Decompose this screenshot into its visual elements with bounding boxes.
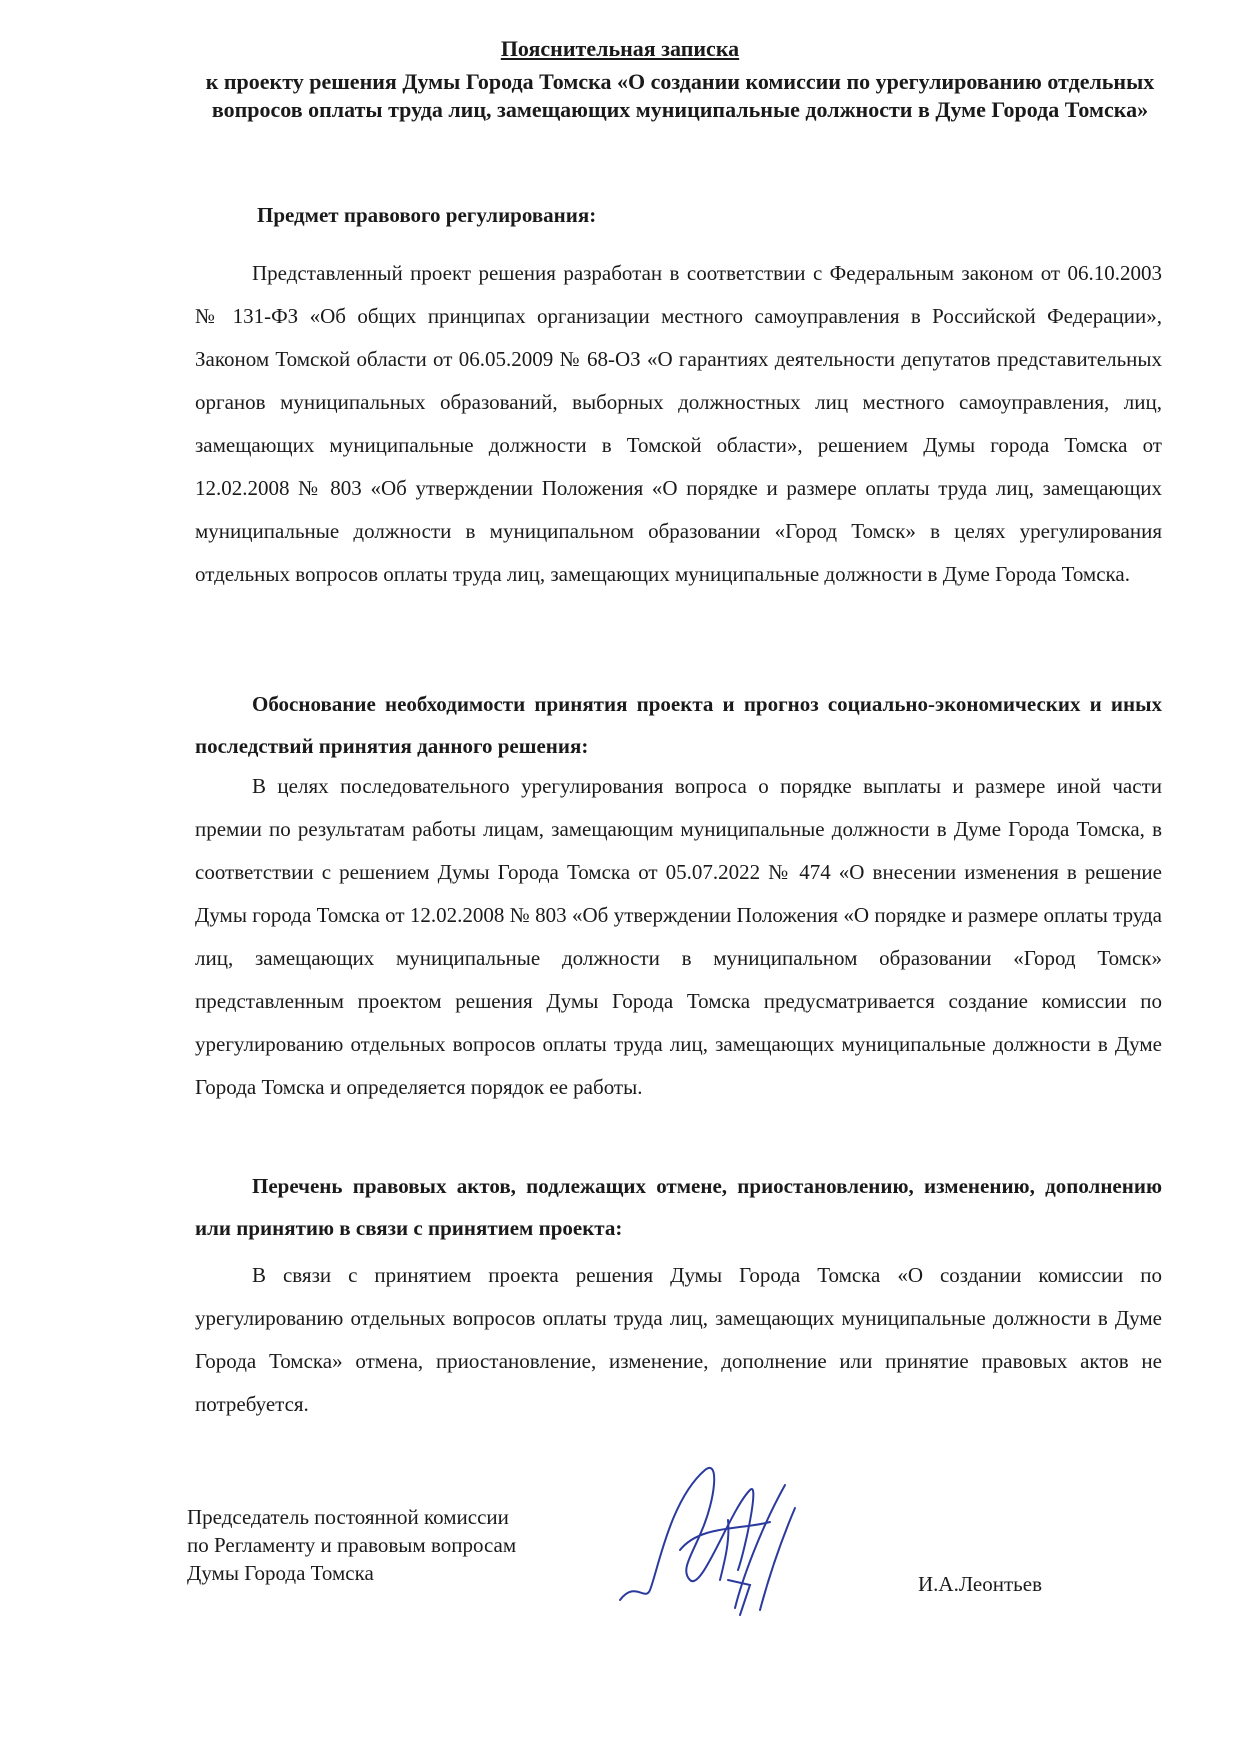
signer-name: И.А.Леонтьев xyxy=(918,1572,1042,1596)
signer-position-line-2: по Регламенту и правовым вопросам xyxy=(187,1533,517,1557)
acts-heading: Перечень правовых актов, подлежащих отмене, приостановлению, изменению, дополнению или принятию в связи с принятием проекта: xyxy=(195,1174,1162,1240)
acts-paragraph: В связи с принятием проекта решения Думы Города Томска «О создании комиссии по урегулированию отдельных вопросов оплаты труда лиц, замещающих муниципальные должности в Думе Города Томска» отмена, приостановление, изменение, дополнение или принятие правовых актов не потребуется. xyxy=(195,1263,1162,1416)
document-title: Пояснительная записка xyxy=(500,36,740,61)
signer-position-line-3: Думы Города Томска xyxy=(187,1561,374,1585)
signer-position-line-1: Председатель постоянной комиссии xyxy=(187,1505,509,1529)
signature-stroke xyxy=(680,1485,795,1615)
document-subtitle: к проекту решения Думы Города Томска «О создании комиссии по урегулированию отдельных вопросов оплаты труда лиц, замещающих муниципальные должности в Думе Города Томска» xyxy=(205,69,1155,122)
justification-paragraph: В целях последовательного урегулирования вопроса о порядке выплаты и размере иной части премии по результатам работы лицам, замещающим муниципальные должности в Думе Города Томска, в соответствии с решением Думы Города Томска от 05.07.2022 № 474 «О внесении изменения в решение Думы города Томска от 12.02.2008 № 803 «Об утверждении Положения «О порядке и размере оплаты труда лиц, замещающих муниципальные должности в муниципальном образовании «Город Томск» представленным проектом решения Думы Города Томска предусматривается создание комиссии по урегулированию отдельных вопросов оплаты труда лиц, замещающих муниципальные должности в Думе Города Томска и определяется порядок ее работы. xyxy=(195,774,1162,1099)
signer-position xyxy=(187,1503,516,1587)
subject-heading: Предмет правового регулирования: xyxy=(257,203,597,227)
signature-stroke xyxy=(620,1468,753,1600)
handwritten-signature xyxy=(610,1430,830,1630)
justification-heading: Обоснование необходимости принятия проекта и прогноз социально-экономических и иных последствий принятия данного решения: xyxy=(195,692,1162,758)
subject-paragraph: Представленный проект решения разработан в соответствии с Федеральным законом от 06.10.2003 № 131-ФЗ «Об общих принципах организации местного самоуправления в Российской Федерации», Законом Томской области от 06.05.2009 № 68-ОЗ «О гарантиях деятельности депутатов представительных органов муниципальных образований, выборных должностных лиц местного самоуправления, лиц, замещающих муниципальные должности в Томской области», решением Думы города Томска от 12.02.2008 № 803 «Об утверждении Положения «О порядке и размере оплаты труда лиц, замещающих муниципальные должности в муниципальном образовании «Город Томск» в целях урегулирования отдельных вопросов оплаты труда лиц, замещающих муниципальные должности в Думе Города Томска. xyxy=(195,261,1162,586)
